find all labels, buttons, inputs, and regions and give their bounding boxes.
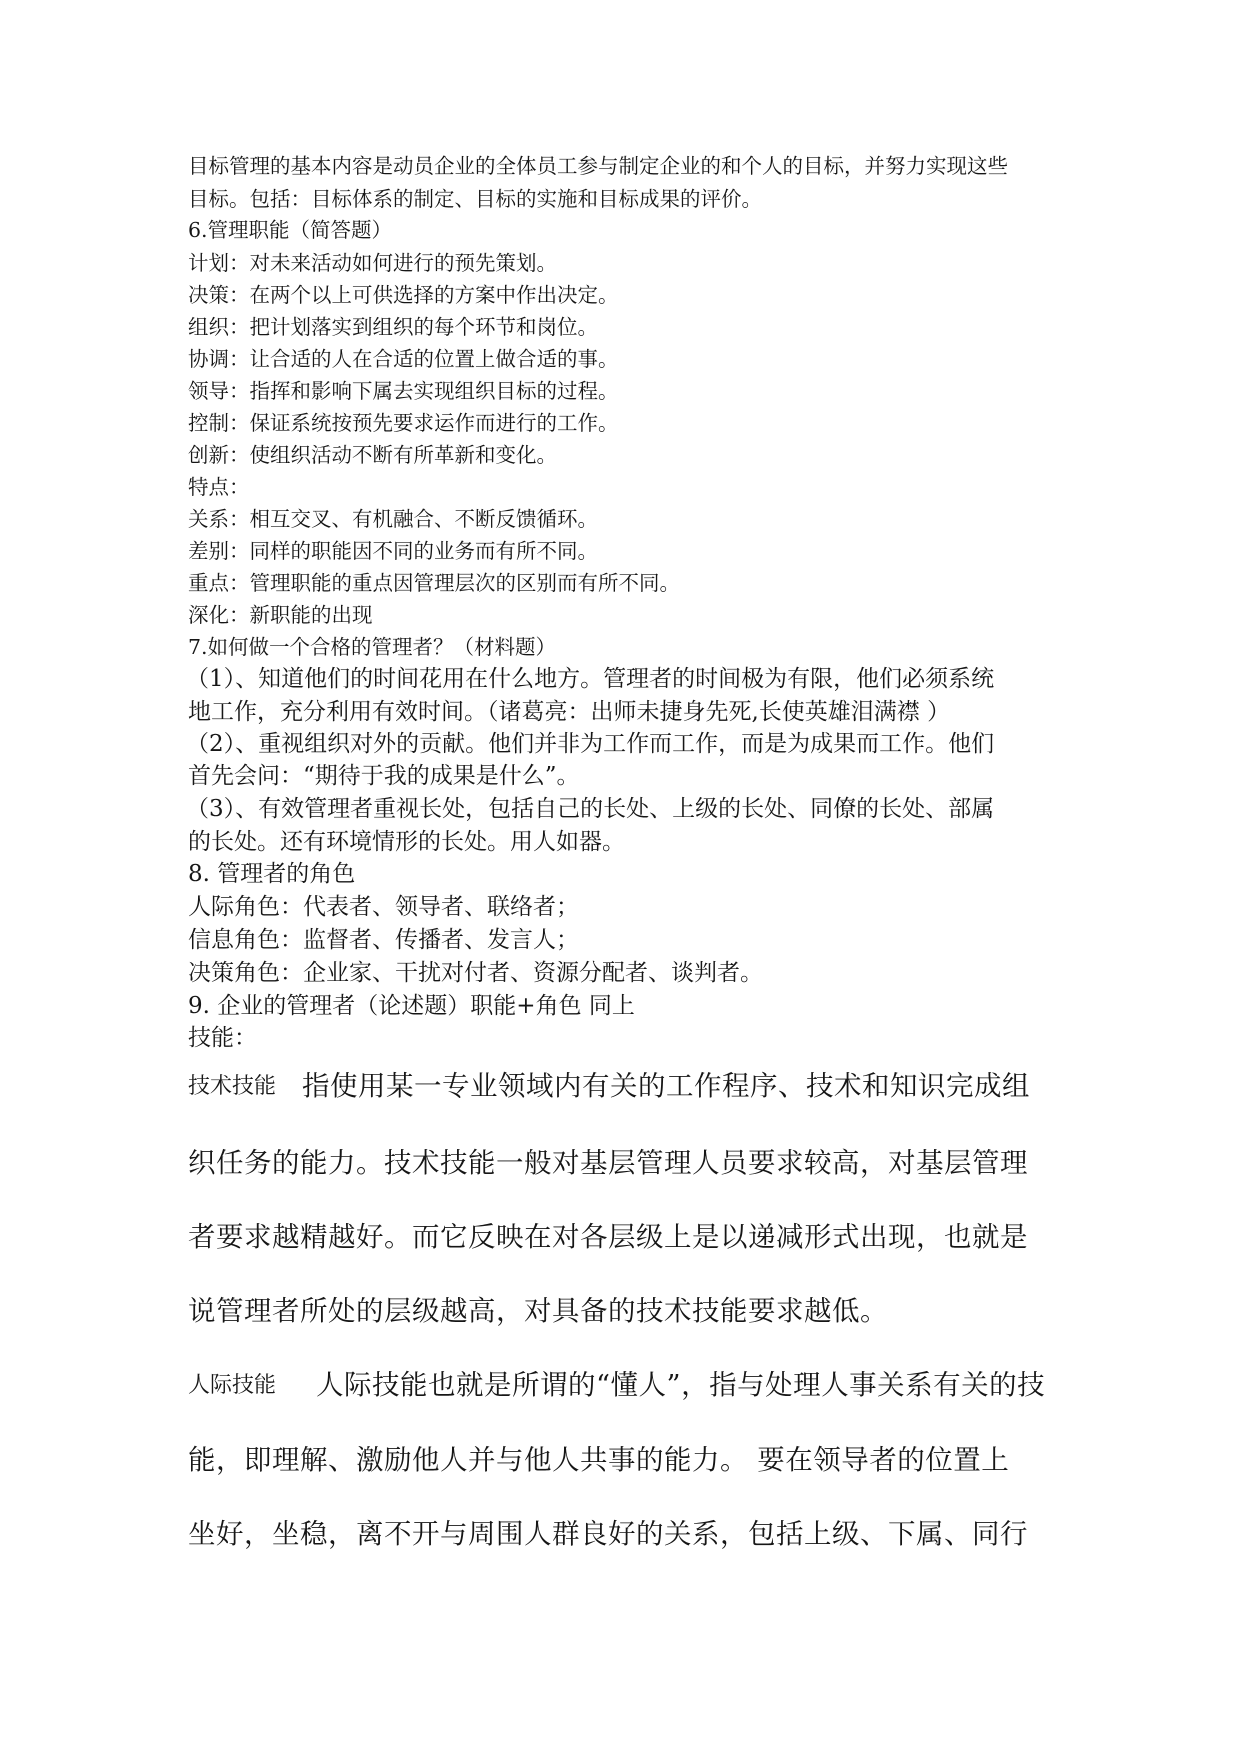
list-item: 差别：同样的职能因不同的业务而有所不同。 [188,539,598,563]
paragraph-line: 说管理者所处的层级越高，对具备的技术技能要求越低。 [188,1295,888,1327]
list-item: 协调：让合适的人在合适的位置上做合适的事。 [188,347,619,371]
features-label: 特点： [188,475,250,499]
list-item: 关系：相互交叉、有机融合、不断反馈循环。 [188,507,598,531]
paragraph-line: 首先会问：“期待于我的成果是什么”。 [188,763,580,789]
skills-label: 技能： [188,1025,257,1051]
list-item: 决策：在两个以上可供选择的方案中作出决定。 [188,283,619,307]
interpersonal-skill-label: 人际技能 [188,1373,277,1398]
list-item: 信息角色：监督者、传播者、发言人； [188,927,579,953]
paragraph-line: （2）、重视组织对外的贡献。他们并非为工作而工作，而是为成果而工作。他们 [186,731,995,757]
paragraph-line: 坐好，坐稳，离不开与周围人群良好的关系，包括上级、下属、同行 [188,1518,1028,1550]
list-item: 深化：新职能的出现 [188,603,373,627]
list-item: 决策角色：企业家、干扰对付者、资源分配者、谈判者。 [188,960,763,986]
list-item: 重点：管理职能的重点因管理层次的区别而有所不同。 [188,571,680,595]
list-item: 组织：把计划落实到组织的每个环节和岗位。 [188,315,598,339]
paragraph-line: 织任务的能力。技术技能一般对基层管理人员要求较高，对基层管理 [188,1147,1028,1179]
paragraph-line: 指使用某一专业领域内有关的工作程序、技术和知识完成组 [302,1070,1030,1102]
paragraph-line: 人际技能也就是所谓的“懂人”，指与处理人事关系有关的技 [316,1369,1046,1401]
section-heading: 7.如何做一个合格的管理者？（材料题） [188,635,557,659]
paragraph-line: （1）、知道他们的时间花用在什么地方。管理者的时间极为有限，他们必须系统 [186,666,995,692]
list-item: 人际角色：代表者、领导者、联络者； [188,894,579,920]
paragraph-line: 能，即理解、激励他人并与他人共事的能力。 要在领导者的位置上 [188,1444,1010,1476]
section-heading: 9. 企业的管理者（论述题）职能+角色 同上 [188,993,635,1019]
paragraph-line: 目标。包括：目标体系的制定、目标的实施和目标成果的评价。 [188,187,762,211]
paragraph-line: （3）、有效管理者重视长处，包括自己的长处、上级的长处、同僚的长处、部属 [186,796,995,822]
technical-skill-label: 技术技能 [188,1074,277,1099]
paragraph-line: 目标管理的基本内容是动员企业的全体员工参与制定企业的和个人的目标，并努力实现这些 [188,154,1008,178]
paragraph-line: 者要求越精越好。而它反映在对各层级上是以递减形式出现，也就是 [188,1221,1028,1253]
section-heading: 8. 管理者的角色 [188,861,356,887]
paragraph-line: 的长处。还有环境情形的长处。用人如器。 [188,829,625,855]
list-item: 创新：使组织活动不断有所革新和变化。 [188,443,557,467]
paragraph-line: 地工作，充分利用有效时间。（诸葛亮：出师未捷身先死,长使英雄泪满襟 ） [188,699,951,725]
list-item: 计划：对未来活动如何进行的预先策划。 [188,251,557,275]
list-item: 领导：指挥和影响下属去实现组织目标的过程。 [188,379,619,403]
section-heading: 6.管理职能（简答题） [188,218,393,242]
list-item: 控制：保证系统按预先要求运作而进行的工作。 [188,411,619,435]
